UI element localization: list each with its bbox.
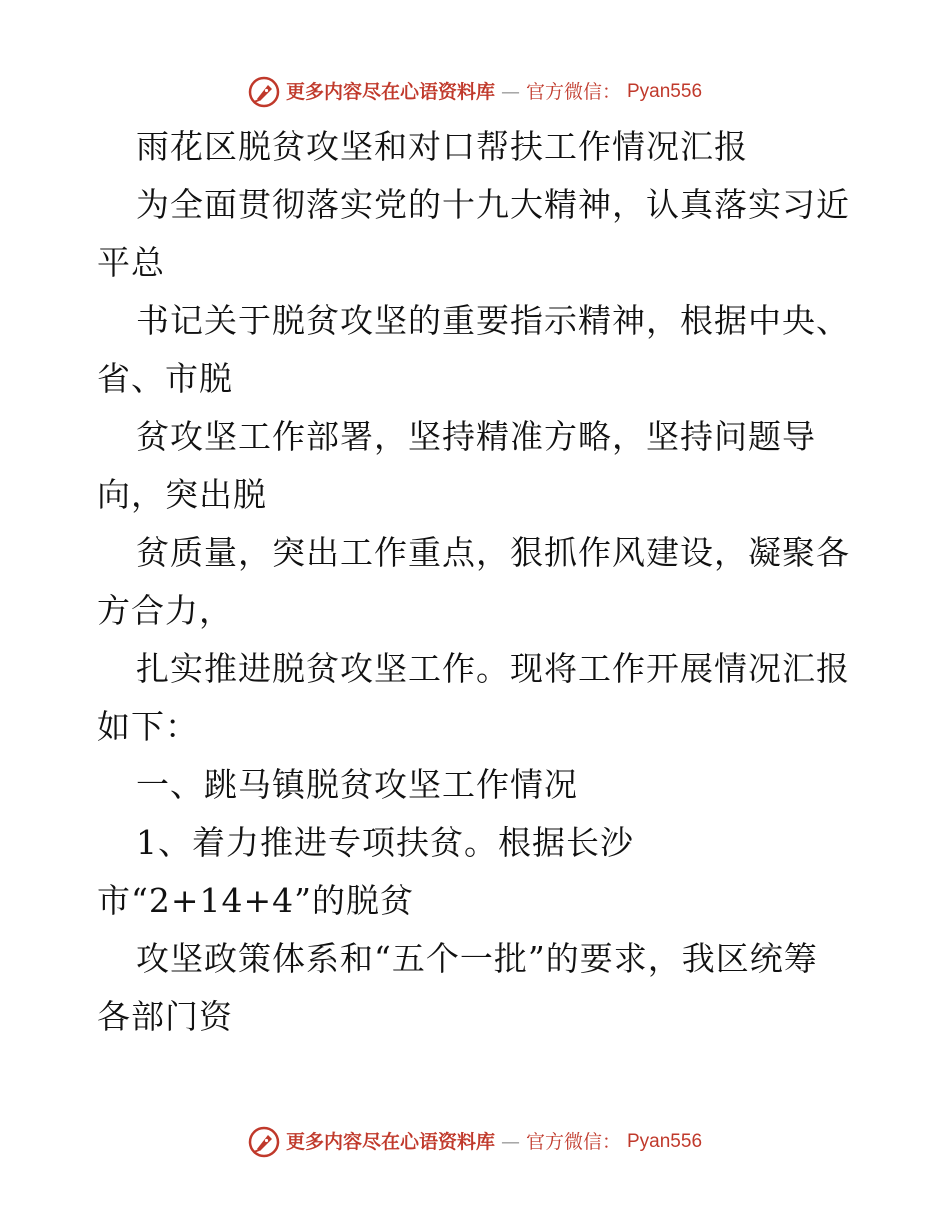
paragraph-line: 为全面贯彻落实党的十九大精神，认真落实习近 bbox=[136, 185, 850, 224]
paragraph-line: 贫攻坚工作部署，坚持精准方略，坚持问题导 bbox=[136, 417, 816, 456]
banner-site-name: 更多内容尽在心语资料库 bbox=[285, 1131, 495, 1153]
paragraph-line: 方合力， bbox=[97, 591, 233, 630]
banner-dash: — bbox=[500, 81, 520, 103]
banner-wechat-id: Pyan556 bbox=[627, 1131, 703, 1152]
subsection-heading: 1、着力推进专项扶贫。根据长沙 bbox=[136, 823, 634, 862]
pen-nib-logo-icon bbox=[248, 1126, 280, 1158]
paragraph-line: 各部门资 bbox=[97, 997, 233, 1036]
banner-wechat-label: 官方微信： bbox=[525, 81, 621, 103]
document-title: 雨花区脱贫攻坚和对口帮扶工作情况汇报 bbox=[136, 127, 748, 166]
paragraph-line: 市“2+14+4”的脱贫 bbox=[97, 881, 415, 920]
banner-wechat-id: Pyan556 bbox=[627, 81, 703, 102]
paragraph-line: 攻坚政策体系和“五个一批”的要求，我区统筹 bbox=[136, 939, 818, 978]
paragraph-line: 向，突出脱 bbox=[97, 475, 267, 514]
paragraph-line: 贫质量，突出工作重点，狠抓作风建设，凝聚各 bbox=[136, 533, 850, 572]
paragraph-line: 省、市脱 bbox=[97, 359, 233, 398]
banner-wechat-label: 官方微信： bbox=[525, 1131, 621, 1153]
paragraph-line: 如下： bbox=[97, 707, 199, 746]
banner-site-name: 更多内容尽在心语资料库 bbox=[285, 81, 495, 103]
section-heading: 一、跳马镇脱贫攻坚工作情况 bbox=[136, 765, 578, 804]
banner-dash: — bbox=[500, 1131, 520, 1153]
footer-banner bbox=[0, 1126, 950, 1158]
header-banner bbox=[0, 76, 950, 108]
pen-nib-logo-icon bbox=[248, 76, 280, 108]
paragraph-line: 平总 bbox=[97, 243, 165, 282]
paragraph-line: 书记关于脱贫攻坚的重要指示精神，根据中央、 bbox=[136, 301, 850, 340]
paragraph-line: 扎实推进脱贫攻坚工作。现将工作开展情况汇报 bbox=[136, 649, 850, 688]
